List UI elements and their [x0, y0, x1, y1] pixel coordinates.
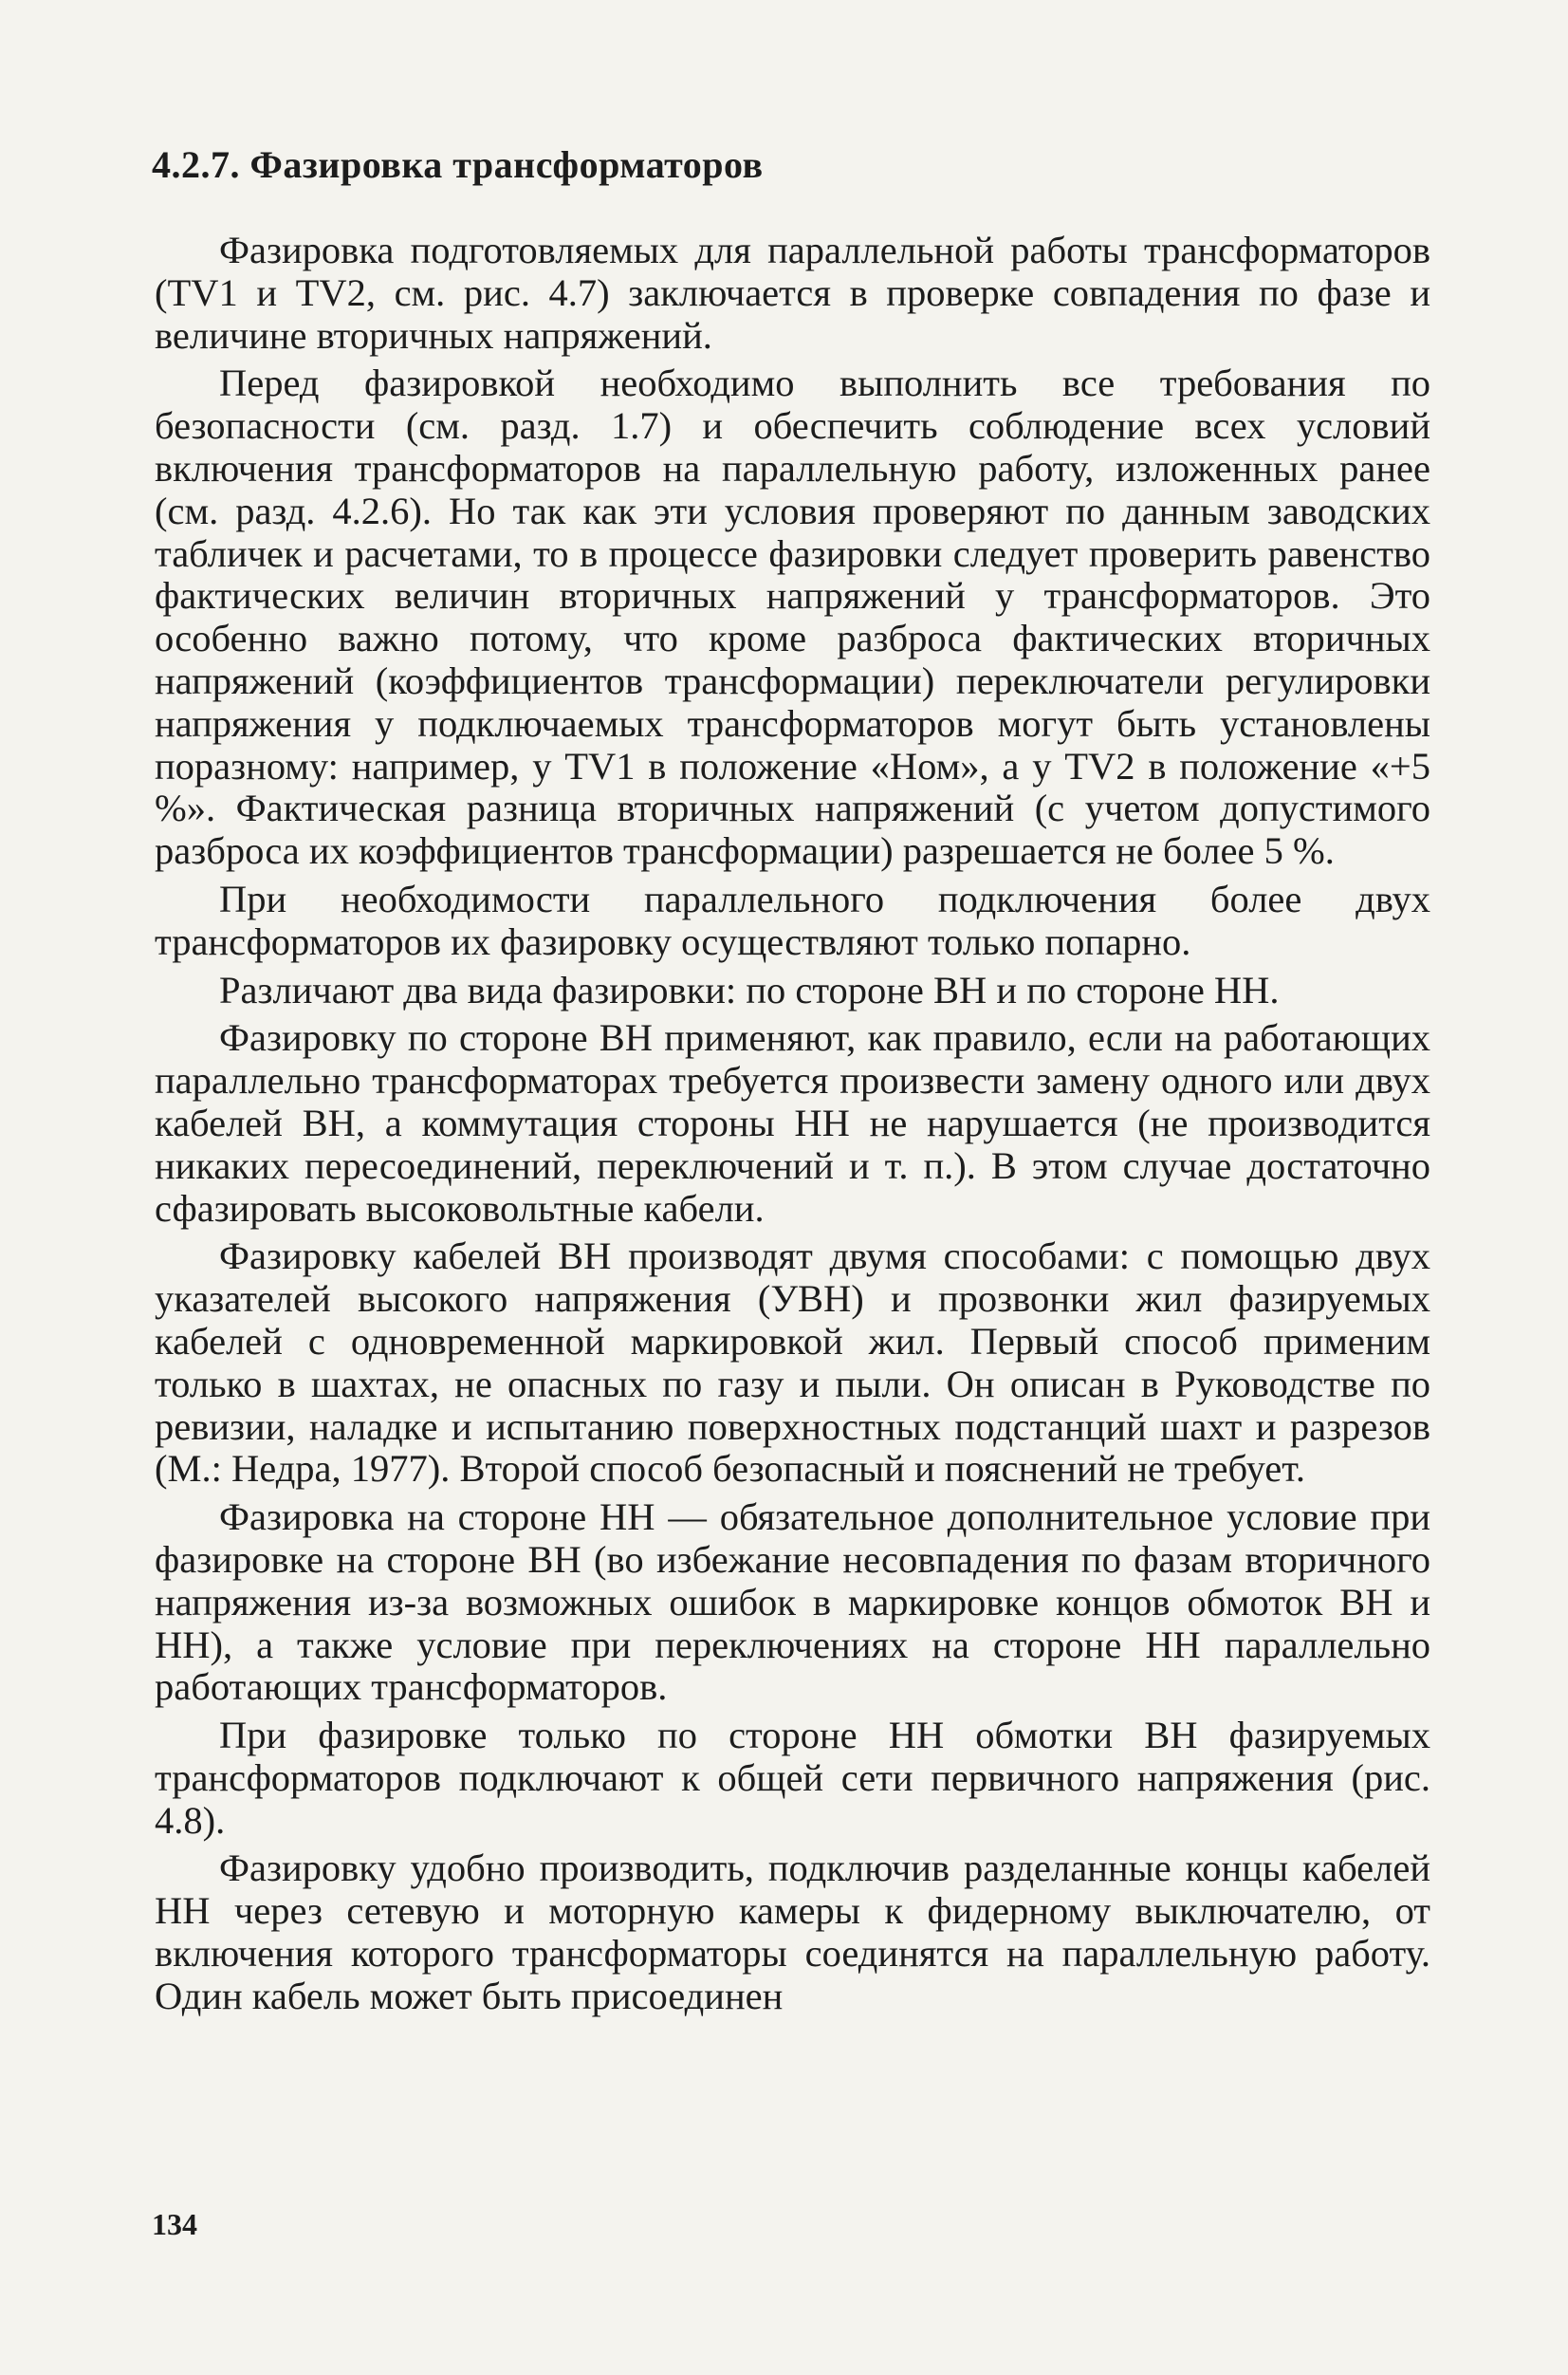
- page-number: 134: [152, 2207, 197, 2241]
- paragraph-8: При фазировке только по стороне НН обмотки ВН фазируемых трансформаторов подключают к общей сети первичного напряжения (рис. 4.8).: [155, 1714, 1430, 1842]
- paragraph-7: Фазировка на стороне НН — обязательное дополнительное условие при фазировке на стороне ВН (во избежание несовпадения по фазам вторичного напряжения из-за возможных ошибок в маркировке концов обмоток ВН и НН), а также условие при переключениях на стороне НН параллельно работающих трансформаторов.: [155, 1495, 1430, 1709]
- paragraph-3: При необходимости параллельного подключения более двух трансформаторов их фазировку осуществляют только попарно.: [155, 877, 1430, 963]
- section-heading: 4.2.7. Фазировка трансформаторов: [152, 143, 764, 186]
- body-text: [155, 230, 1430, 2024]
- paragraph-6: Фазировку кабелей ВН производят двумя способами: с помощью двух указателей высокого напряжения (УВН) и прозвонки жил фазируемых кабелей с одновременной маркировкой жил. Первый способ применим только в шахтах, не опасных по газу и пыли. Он описан в Руководстве по ревизии, наладке и испытанию поверхностных подстанций шахт и разрезов (М.: Недра, 1977). Второй способ безопасный и пояснений не требует.: [155, 1234, 1430, 1491]
- paragraph-9: Фазировку удобно производить, подключив разделанные концы кабелей НН через сетевую и моторную камеры к фидерному выключателю, от включения которого трансформаторы соединятся на параллельную работу. Один кабель может быть присоединен: [155, 1846, 1430, 2017]
- paragraph-2: Перед фазировкой необходимо выполнить все требования по безопасности (см. разд. 1.7) и обеспечить соблюдение всех условий включения трансформаторов на параллельную работу, изложенных ранее (см. разд. 4.2.6). Но так как эти условия проверяют по данным заводских табличек и расчетами, то в процессе фазировки следует проверить равенство фактических величин вторичных напряжений у трансформаторов. Это особенно важно потому, что кроме разброса фактических вторичных напряжений (коэффициентов трансформации) переключатели регулировки напряжения у подключаемых трансформаторов могут быть установлены поразному: например, у TV1 в положение «Ном», а у TV2 в положение «+5 %». Фактическая разница вторичных напряжений (с учетом допустимого разброса их коэффициентов трансформации) разрешается не более 5 %.: [155, 362, 1430, 873]
- paragraph-1: Фазировка подготовляемых для параллельной работы трансформаторов (TV1 и TV2, см. рис. 4.7) заключается в проверке совпадения по фазе и величине вторичных напряжений.: [155, 229, 1430, 357]
- paragraph-5: Фазировку по стороне ВН применяют, как правило, если на работающих параллельно трансформаторах требуется произвести замену одного или двух кабелей ВН, а коммутация стороны НН не нарушается (не производится никаких пересоединений, переключений и т. п.). В этом случае достаточно сфазировать высоковольтные кабели.: [155, 1016, 1430, 1230]
- paragraph-4: Различают два вида фазировки: по стороне ВН и по стороне НН.: [219, 968, 1280, 1011]
